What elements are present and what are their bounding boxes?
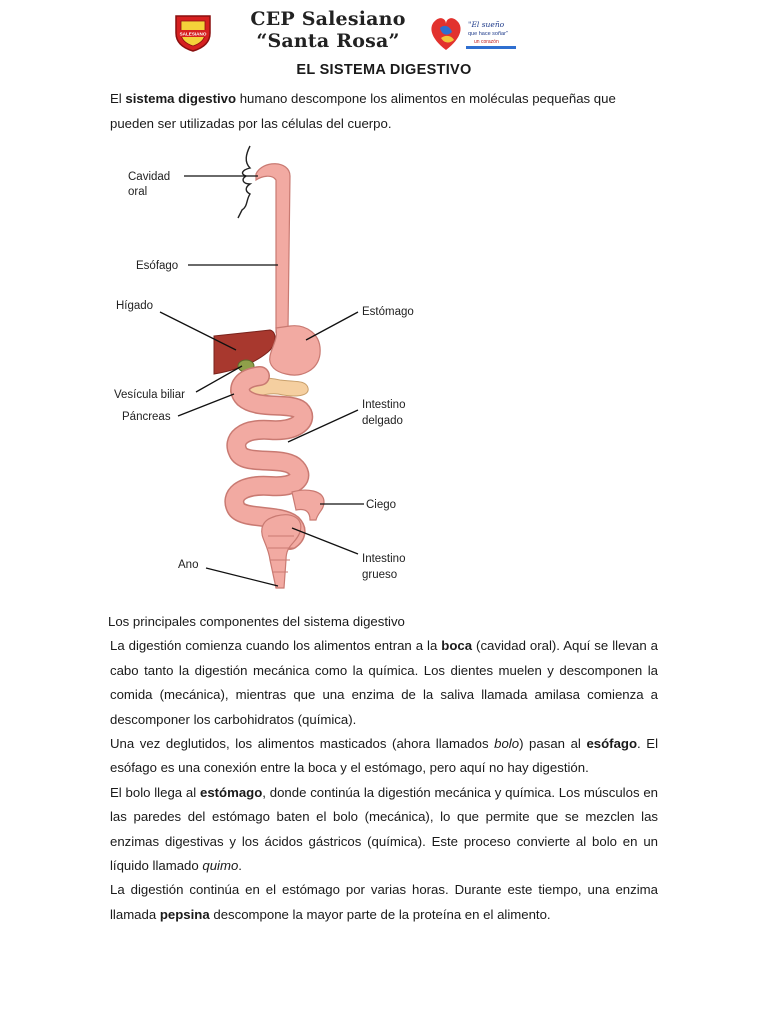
school-name-line2: “Santa Rosa” <box>256 30 400 52</box>
school-shield-logo <box>170 13 216 53</box>
heart-slogan-logo <box>428 14 520 54</box>
logo-right-lettering: "El sueño <box>468 20 505 29</box>
label-higado: Hígado <box>116 300 154 312</box>
paragraph-estomago <box>110 781 658 879</box>
document-header <box>0 8 768 56</box>
label-ano: Ano <box>178 559 199 571</box>
leader-ano <box>206 568 278 586</box>
label-intestino-grueso-2: grueso <box>362 569 398 581</box>
p2-text-a: Una vez deglutidos, los alimentos masticados (ahora llamados <box>110 736 495 752</box>
intro-text-start: El <box>110 91 126 106</box>
p1-text-a: La digestión comienza cuando los alimentos entran a la <box>110 638 442 654</box>
page-title: EL SISTEMA DIGESTIVO <box>296 62 472 78</box>
label-vesicula-biliar: Vesícula biliar <box>114 389 185 401</box>
label-intestino-delgado-1: Intestino <box>362 399 406 411</box>
leader-estomago <box>306 312 358 340</box>
body-text <box>110 610 658 927</box>
section-subtitle: Los principales componentes del sistema digestivo <box>108 614 405 629</box>
label-ciego: Ciego <box>366 499 397 511</box>
svg-text:que hace soñar": que hace soñar" <box>468 31 508 37</box>
svg-text:un corazón: un corazón <box>474 39 499 45</box>
p2-italic-bolo: bolo <box>494 736 520 752</box>
label-cavidad-oral-2: oral <box>128 186 148 198</box>
face-profile <box>238 146 250 218</box>
label-cavidad-oral-1: Cavidad <box>128 171 171 183</box>
logo-left-lettering: SALESIANO <box>179 31 207 37</box>
leader-pancreas <box>178 394 234 416</box>
paragraph-pepsina <box>110 878 658 927</box>
p3-bold-estomago: estómago <box>199 784 263 800</box>
p4-text-a: La digestión continúa en el estómago por varias horas. Durante este tiempo, una enzima llamada <box>110 882 658 922</box>
label-intestino-grueso-1: Intestino <box>362 553 406 565</box>
label-intestino-delgado-2: delgado <box>362 415 403 427</box>
large-intestine <box>262 515 301 588</box>
label-estomago: Estómago <box>362 306 414 318</box>
p2-text-b: ) pasan al <box>519 736 587 752</box>
p3-text-c: . <box>238 858 242 874</box>
p1-bold-boca: boca <box>441 638 473 654</box>
paragraph-boca <box>110 634 658 732</box>
paragraph-esofago <box>110 732 658 781</box>
label-pancreas: Páncreas <box>122 411 171 423</box>
p3-italic-quimo: quimo <box>202 858 239 874</box>
leader-higado <box>160 312 236 350</box>
p2-bold-esofago: esófago <box>586 736 638 752</box>
label-esofago: Esófago <box>136 260 179 272</box>
p1-text-c: (cavidad oral). Aquí se llevan a cabo tanto la digestión mecánica como la química. Los dientes muelen y descomponen la comida (mecánica), mientras que una enzima de la saliva llamada amilasa comienza a descomponer los carbohidratos (química). <box>110 638 658 727</box>
p3-text-a: El bolo llega al <box>110 784 200 800</box>
p4-bold-pepsina: pepsina <box>159 906 210 922</box>
intro-paragraph <box>110 86 658 136</box>
school-name <box>228 8 428 52</box>
p3-text-b: , donde continúa la digestión mecánica y química. Los músculos en las paredes del estómago baten el bolo (mecánica), lo que permite que se mezclen las enzimas digestivas y los ácidos gástricos (química). Este proceso convierte al bolo en un líquido llamado <box>110 784 658 874</box>
school-name-line1: CEP Salesiano <box>250 8 406 30</box>
digestive-system-diagram <box>110 140 430 598</box>
intro-bold-term: sistema digestivo <box>125 91 237 106</box>
intro-text-end: humano descompone los alimentos en moléculas pequeñas que pueden ser utilizadas por las células del cuerpo. <box>110 91 616 131</box>
esophagus <box>256 164 290 332</box>
p4-text-b: descompone la mayor parte de la proteína en el alimento. <box>209 906 551 922</box>
p2-text-c: . El esófago es una conexión entre la boca y el estómago, pero aquí no hay digestión. <box>110 736 658 776</box>
stomach <box>270 326 320 375</box>
